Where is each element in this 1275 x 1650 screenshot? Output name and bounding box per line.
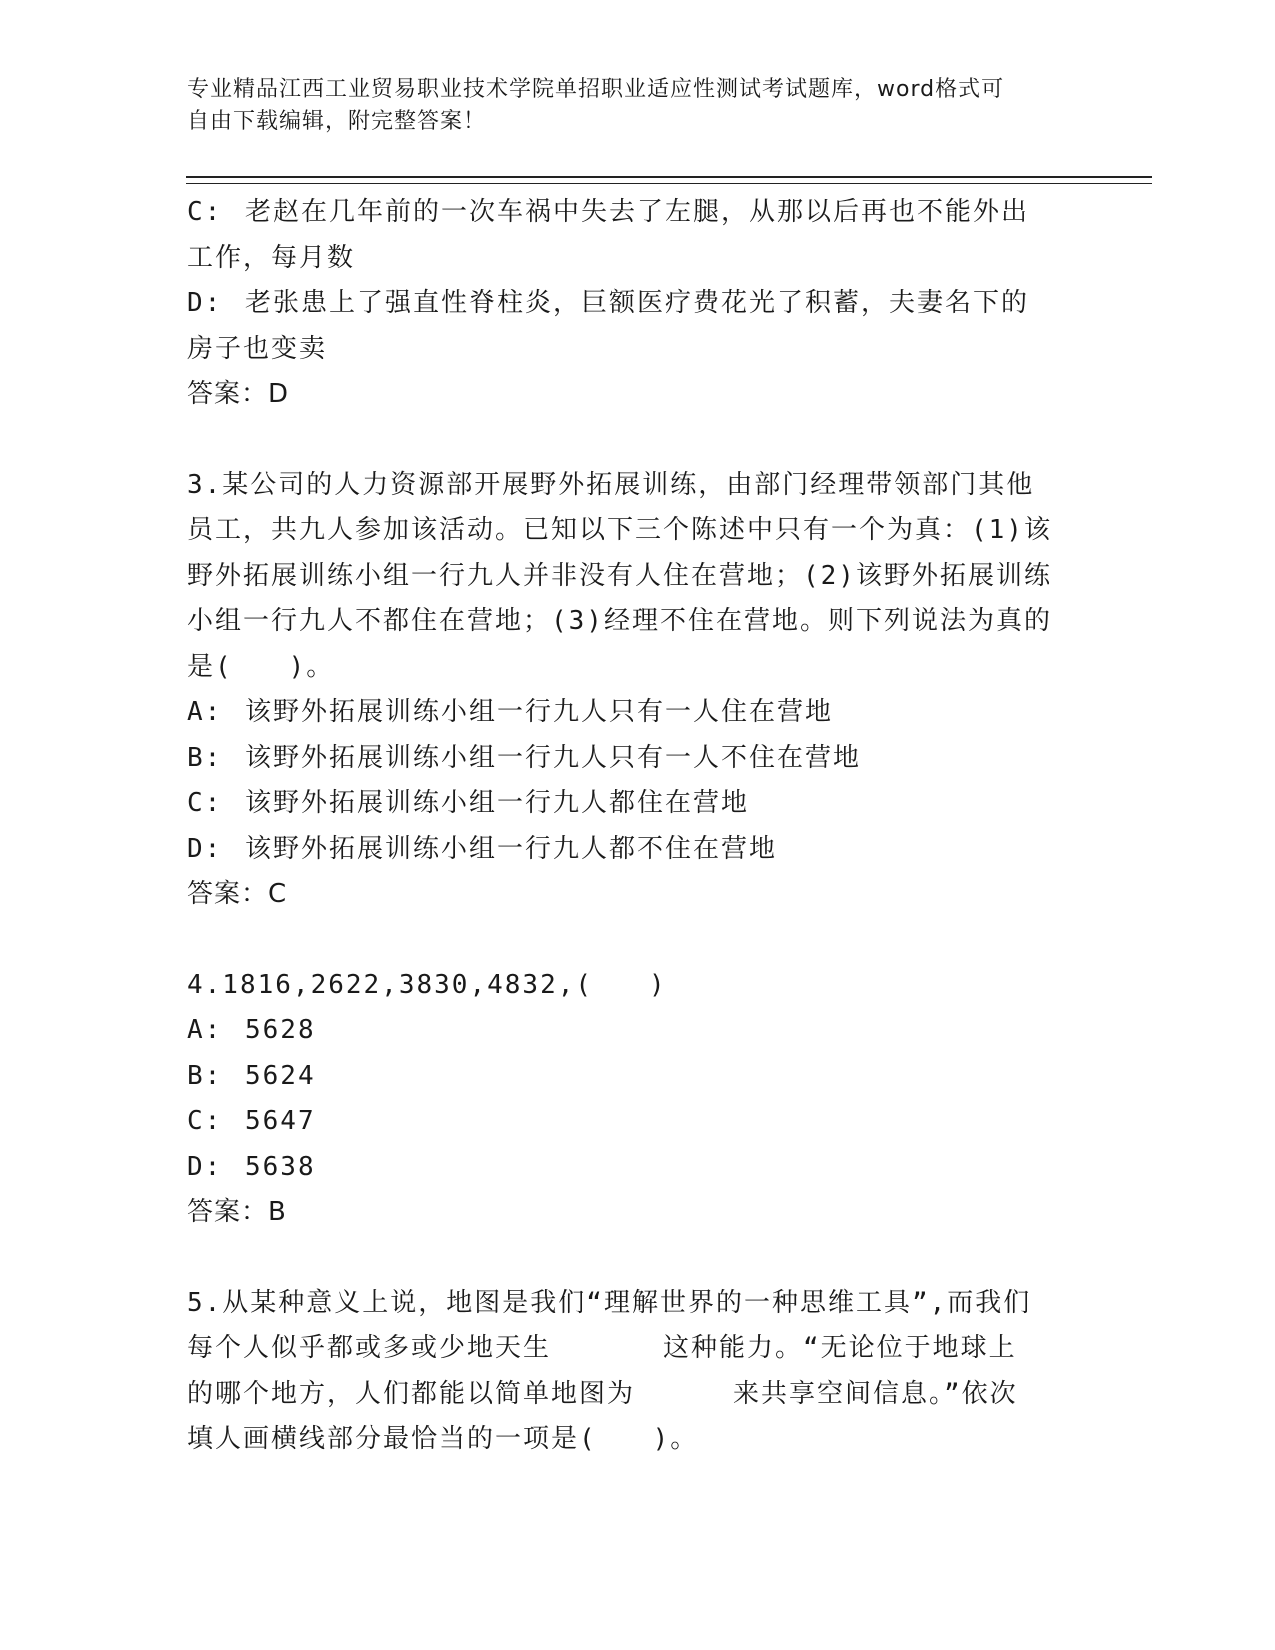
question-stem-line: 小组一行九人不都住在营地；(3)经理不住在营地。则下列说法为真的 bbox=[187, 606, 1052, 636]
option-label: D: bbox=[187, 1151, 223, 1182]
spacer bbox=[187, 918, 1087, 963]
option-text: 5624 bbox=[245, 1060, 316, 1091]
option-c bbox=[187, 1099, 1087, 1145]
option-b bbox=[187, 736, 1087, 782]
option-label: C: bbox=[187, 197, 223, 227]
question-stem-line bbox=[187, 1372, 1087, 1418]
question-5 bbox=[187, 1281, 1087, 1463]
option-label: D: bbox=[187, 833, 223, 864]
option-text: 该野外拓展训练小组一行九人都不住在营地 bbox=[245, 833, 778, 864]
stem-segment: 来共享空间信息。”依次 bbox=[733, 1378, 1018, 1409]
stem-segment: 的哪个地方，人们都能以简单地图为 bbox=[187, 1378, 636, 1409]
option-text: 老张患上了强直性脊柱炎，巨额医疗费花光了积蓄，夫妻名下的 bbox=[245, 288, 1030, 318]
option-label: A: bbox=[187, 697, 223, 727]
question-stem-line: 3.某公司的人力资源部开展野外拓展训练，由部门经理带领部门其他 bbox=[187, 469, 1035, 500]
option-text: 5647 bbox=[245, 1106, 316, 1136]
question-content bbox=[187, 190, 1087, 1463]
option-label: B: bbox=[187, 1060, 223, 1091]
question-stem-line: 野外拓展训练小组一行九人并非没有人住在营地；(2)该野外拓展训练 bbox=[187, 560, 1052, 591]
option-label: D: bbox=[187, 288, 223, 318]
option-text-continued: 工作，每月数 bbox=[187, 242, 356, 273]
option-a bbox=[187, 690, 1087, 736]
option-d bbox=[187, 281, 1087, 327]
option-text: 该野外拓展训练小组一行九人都住在营地 bbox=[245, 788, 750, 818]
option-label: C: bbox=[187, 1106, 223, 1136]
stem-segment: 每个人似乎都或多或少地天生 bbox=[187, 1333, 552, 1363]
page-header bbox=[187, 74, 1067, 138]
option-c bbox=[187, 190, 1087, 236]
spacer bbox=[187, 418, 1087, 463]
option-text: 老赵在几年前的一次车祸中失去了左腿，从那以后再也不能外出 bbox=[245, 197, 1030, 227]
option-label: B: bbox=[187, 742, 223, 773]
question-4 bbox=[187, 963, 1087, 1236]
question-stem-line bbox=[187, 1326, 1087, 1372]
option-text: 该野外拓展训练小组一行九人只有一人不住在营地 bbox=[245, 742, 862, 773]
question-stem-line: 员工，共九人参加该活动。已知以下三个陈述中只有一个为真：(1)该 bbox=[187, 515, 1052, 545]
option-a bbox=[187, 1008, 1087, 1054]
spacer bbox=[187, 1236, 1087, 1281]
header-line-2: 自由下载编辑，附完整答案！ bbox=[187, 109, 487, 134]
question-stem: 4.1816,2622,3830,4832,( ) bbox=[187, 969, 667, 1000]
option-b bbox=[187, 1054, 1087, 1100]
answer-line: 答案：C bbox=[187, 879, 288, 909]
question-2-continued bbox=[187, 190, 1087, 418]
option-label: A: bbox=[187, 1015, 223, 1045]
option-d bbox=[187, 1145, 1087, 1191]
question-stem-line: 是( )。 bbox=[187, 651, 335, 682]
stem-segment: 这种能力。“无论位于地球上 bbox=[663, 1333, 1017, 1363]
question-3 bbox=[187, 463, 1087, 918]
option-text: 5628 bbox=[245, 1015, 316, 1045]
option-d bbox=[187, 827, 1087, 873]
question-stem-line: 填人画横线部分最恰当的一项是( )。 bbox=[187, 1424, 699, 1454]
option-label: C: bbox=[187, 788, 223, 818]
answer-line: 答案：B bbox=[187, 1197, 287, 1227]
option-text: 5638 bbox=[245, 1151, 316, 1182]
option-c bbox=[187, 781, 1087, 827]
question-stem-line: 5.从某种意义上说，地图是我们“理解世界的一种思维工具”,而我们 bbox=[187, 1287, 1032, 1318]
answer-line: 答案：D bbox=[187, 379, 290, 409]
option-text-continued: 房子也变卖 bbox=[187, 333, 328, 364]
header-divider bbox=[186, 176, 1152, 184]
option-text: 该野外拓展训练小组一行九人只有一人住在营地 bbox=[245, 697, 834, 727]
header-line-1: 专业精品江西工业贸易职业技术学院单招职业适应性测试考试题库，word格式可 bbox=[187, 77, 1005, 102]
